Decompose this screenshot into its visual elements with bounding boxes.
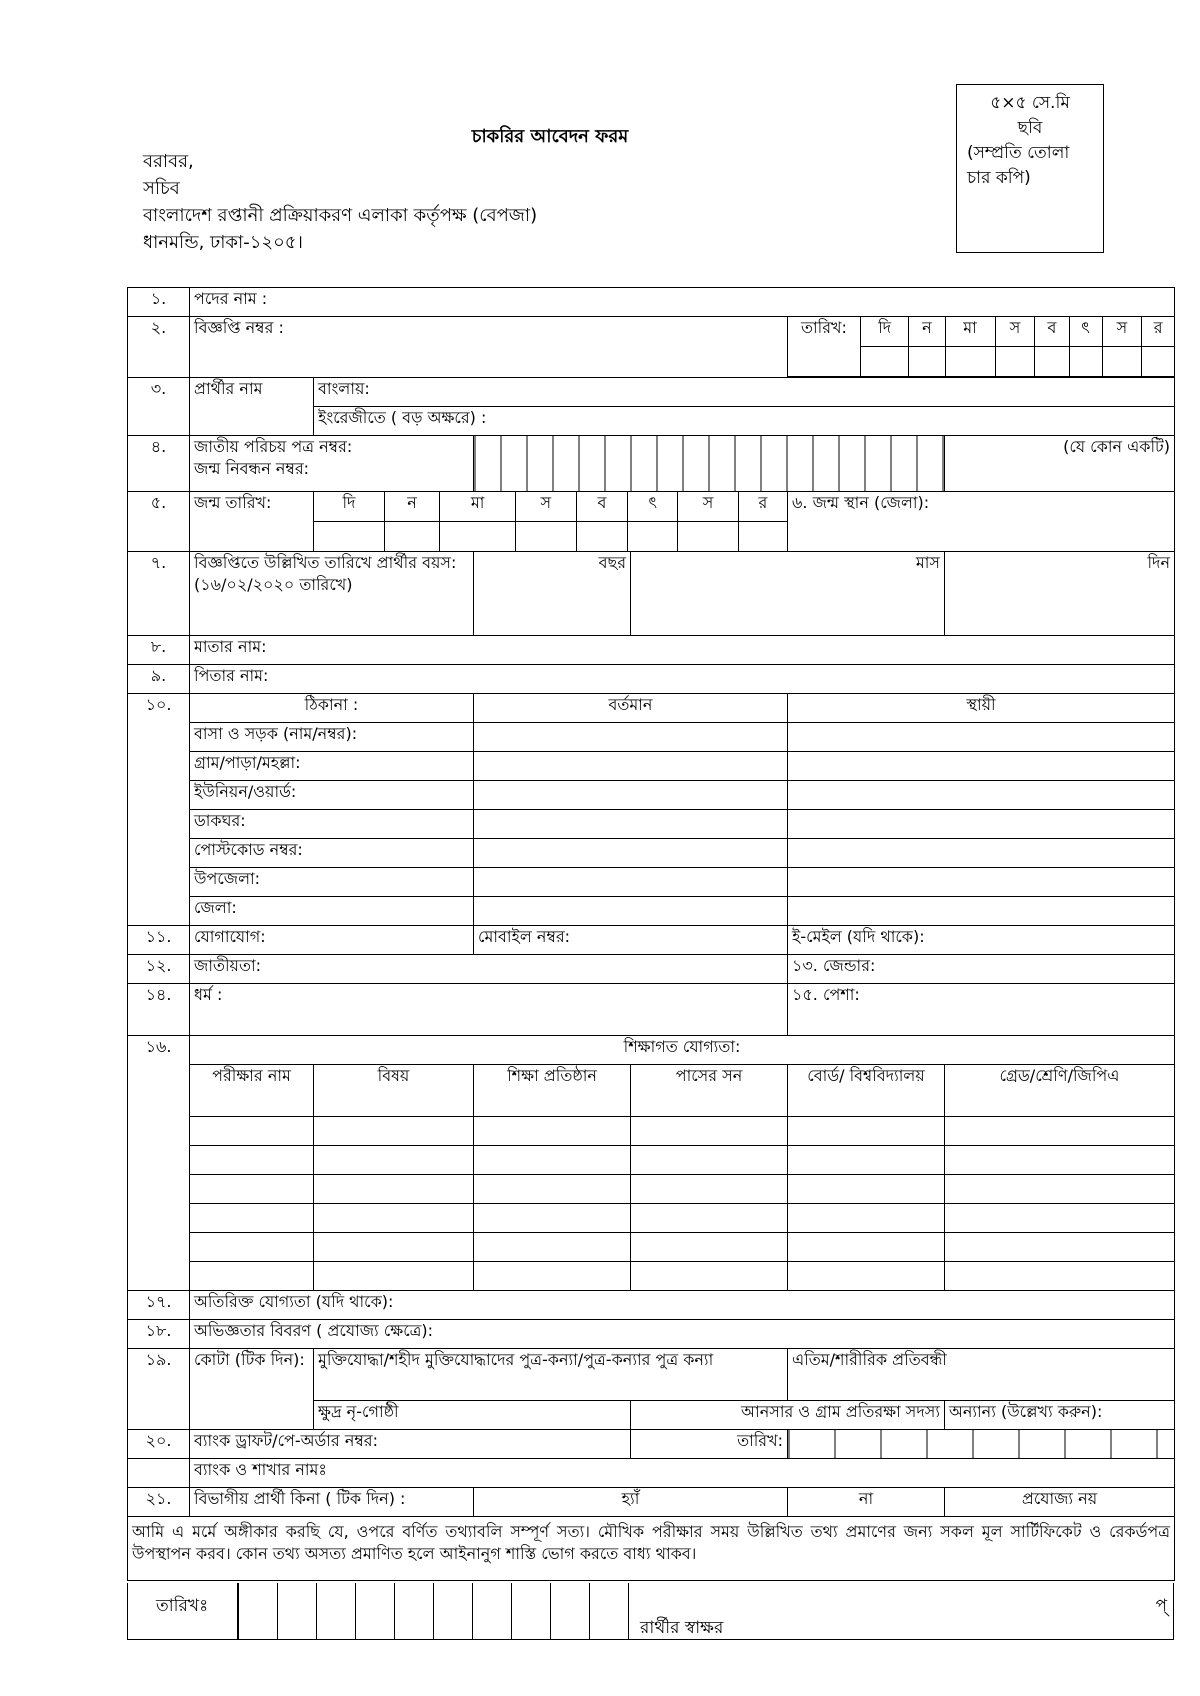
edu-cell[interactable]: [945, 1146, 1175, 1175]
date-input[interactable]: [1035, 347, 1069, 377]
edu-cell[interactable]: [474, 1175, 631, 1204]
photo-box[interactable]: [956, 84, 1104, 253]
quota-other[interactable]: অন্যান্য (উল্লেখ্য করুন):: [945, 1401, 1175, 1430]
departmental-label: বিভাগীয় প্রার্থী কিনা ( টিক দিন) :: [190, 1488, 474, 1517]
birth-reg-label: জন্ম নিবন্ধন নম্বর:: [194, 459, 310, 478]
gender-field[interactable]: [788, 955, 1175, 984]
address-row-label: গ্রাম/পাড়া/মহল্লা:: [190, 752, 474, 781]
education-title: শিক্ষাগত যোগ্যতা:: [190, 1036, 1175, 1065]
edu-header: গ্রেড/শ্রেণি/জিপিএ: [945, 1065, 1175, 1117]
address-line: বাংলাদেশ রপ্তানী প্রক্রিয়াকরণ এলাকা কর্তৃপক্ষ (বেপজা): [143, 205, 538, 226]
date-cell[interactable]: ন: [909, 317, 945, 347]
edu-cell[interactable]: [631, 1146, 788, 1175]
edu-cell[interactable]: [314, 1117, 474, 1146]
mother-name-field[interactable]: মাতার নাম:: [190, 636, 1175, 665]
date-input[interactable]: [995, 347, 1035, 377]
name-english-field[interactable]: ইংরেজীতে ( বড় অক্ষরে) :: [314, 407, 1175, 436]
address-row-label: ইউনিয়ন/ওয়ার্ড:: [190, 781, 474, 810]
date-cell[interactable]: ন: [384, 492, 439, 522]
serial: ১০.: [128, 694, 190, 926]
serial-empty: [128, 1459, 190, 1488]
serial: ২.: [128, 317, 190, 378]
present-input[interactable]: [474, 868, 788, 897]
signature-p: প্: [1155, 1596, 1167, 1616]
date-cell[interactable]: মা: [440, 492, 516, 522]
edu-cell[interactable]: [945, 1233, 1175, 1262]
date-input[interactable]: [576, 522, 628, 552]
date-cell[interactable]: ৎ: [1069, 317, 1102, 347]
date-cell[interactable]: স: [678, 492, 739, 522]
extra-qualification-field[interactable]: অতিরিক্ত যোগ্যতা (যদি থাকে):: [190, 1291, 1175, 1320]
date-input[interactable]: [628, 522, 678, 552]
date-input[interactable]: [678, 522, 739, 552]
father-name-field[interactable]: পিতার নাম:: [190, 665, 1175, 694]
address-line: ধানমন্ডি, ঢাকা-১২০৫।: [143, 232, 303, 253]
serial: ১৭.: [128, 1291, 190, 1320]
nid-label: জাতীয় পরিচয় পত্র নম্বর:: [194, 437, 353, 456]
permanent-input[interactable]: [788, 897, 1175, 926]
age-year[interactable]: বছর: [474, 552, 631, 636]
edu-cell[interactable]: [474, 1233, 631, 1262]
sign-date-label: তারিখঃ: [156, 1596, 209, 1616]
edu-cell[interactable]: [945, 1262, 1175, 1291]
permanent-input[interactable]: [788, 839, 1175, 868]
signature-label: রার্থীর স্বাক্ষর: [640, 1618, 724, 1638]
date-input[interactable]: [945, 347, 995, 377]
nationality-field[interactable]: জাতীয়তা:: [190, 955, 788, 984]
address-row-label: বাসা ও সড়ক (নাম/নম্বর):: [190, 723, 474, 752]
serial: ২০.: [128, 1430, 190, 1459]
present-input[interactable]: [474, 781, 788, 810]
id-labels: [190, 436, 474, 492]
gender-label: জেন্ডার:: [822, 956, 876, 975]
id-number-grid[interactable]: [474, 436, 945, 492]
photo-note: (সম্প্রতি তোলা: [967, 143, 1070, 163]
quota-orphan[interactable]: এতিম/শারীরিক প্রতিবন্ধী: [788, 1349, 1175, 1401]
edu-cell[interactable]: [314, 1146, 474, 1175]
date-input[interactable]: [440, 522, 516, 552]
serial: ৭.: [128, 552, 190, 636]
edu-cell[interactable]: [314, 1204, 474, 1233]
date-cell[interactable]: মা: [945, 317, 995, 347]
bank-branch-field[interactable]: ব্যাংক ও শাখার নামঃ: [190, 1459, 1175, 1488]
serial: ৫.: [128, 492, 190, 552]
edu-header: বোর্ড/ বিশ্ববিদ্যালয়: [788, 1065, 945, 1117]
departmental-yes[interactable]: হ্যাঁ: [474, 1488, 788, 1517]
address-row-label: জেলা:: [190, 897, 474, 926]
date-cell[interactable]: ব: [1035, 317, 1069, 347]
date-cell[interactable]: স: [995, 317, 1035, 347]
email-field[interactable]: ই-মেইল (যদি থাকে):: [788, 926, 1175, 955]
serial: ১৯.: [128, 1349, 190, 1430]
application-form: [127, 287, 1175, 1581]
date-label: তারিখ:: [788, 317, 861, 377]
date-cell[interactable]: র: [1142, 317, 1174, 347]
address-heading: ঠিকানা :: [190, 694, 474, 723]
address-row-label: উপজেলা:: [190, 868, 474, 897]
permanent-input[interactable]: [788, 723, 1175, 752]
edu-cell[interactable]: [314, 1175, 474, 1204]
post-name-field[interactable]: পদের নাম :: [190, 288, 1175, 317]
any-one-note: (যে কোন একটি): [945, 436, 1175, 492]
serial: ১২.: [128, 955, 190, 984]
serial: ১.: [128, 288, 190, 317]
date-cell[interactable]: র: [738, 492, 787, 522]
edu-header: বিষয়: [314, 1065, 474, 1117]
edu-cell[interactable]: [474, 1117, 631, 1146]
page-title: চাকরির আবেদন ফরম: [471, 126, 629, 147]
signature-section: [127, 1583, 1174, 1640]
name-bangla-field[interactable]: বাংলায়:: [314, 378, 1175, 407]
photo-size: ৫×৫ সে.মি: [990, 93, 1070, 113]
edu-cell[interactable]: [474, 1262, 631, 1291]
edu-cell[interactable]: [945, 1117, 1175, 1146]
date-input[interactable]: [1102, 347, 1142, 377]
experience-field[interactable]: অভিজ্ঞতার বিবরণ ( প্রযোজ্য ক্ষেত্রে):: [190, 1320, 1175, 1349]
date-cell[interactable]: দি: [861, 317, 909, 347]
edu-cell[interactable]: [190, 1146, 314, 1175]
circular-date: [788, 317, 1175, 378]
birth-place-field[interactable]: ৬. জন্ম স্থান (জেলা):: [788, 492, 1175, 552]
edu-cell[interactable]: [945, 1204, 1175, 1233]
serial: ১১.: [128, 926, 190, 955]
edu-cell[interactable]: [945, 1175, 1175, 1204]
edu-cell[interactable]: [631, 1117, 788, 1146]
date-cell[interactable]: ৎ: [628, 492, 678, 522]
declaration: আমি এ মর্মে অঙ্গীকার করছি যে, ওপরে বর্ণিত তথ্যাবলি সম্পূর্ণ সত্য। মৌখিক পরীক্ষার সময় উল্লিখিত তথ্য প্রমাণের জন্য সকল মূল সার্টিফিকেট ও রেকর্ডপত্র উপস্থাপন করব। কোন তথ্য অসত্য প্রমাণিত হলে আইনানুগ শাস্তি ভোগ করতে বাধ্য থাকব।: [128, 1517, 1175, 1581]
age-day[interactable]: দিন: [945, 552, 1175, 636]
edu-cell[interactable]: [190, 1262, 314, 1291]
address-row-label: পোস্টকোড নম্বর:: [190, 839, 474, 868]
permanent-heading: স্থায়ী: [788, 694, 1175, 723]
edu-cell[interactable]: [190, 1117, 314, 1146]
date-input[interactable]: [314, 522, 384, 552]
present-input[interactable]: [474, 897, 788, 926]
edu-header: পরীক্ষার নাম: [190, 1065, 314, 1117]
edu-cell[interactable]: [190, 1204, 314, 1233]
bank-date-grid[interactable]: [788, 1430, 1175, 1459]
date-input[interactable]: [516, 522, 577, 552]
edu-cell[interactable]: [474, 1146, 631, 1175]
edu-cell[interactable]: [631, 1233, 788, 1262]
religion-field[interactable]: ধর্ম :: [190, 984, 788, 1036]
bank-draft-field[interactable]: ব্যাংক ড্রাফট/পে-অর্ডার নম্বর:: [190, 1430, 631, 1459]
permanent-input[interactable]: [788, 810, 1175, 839]
photo-label: ছবি: [1017, 118, 1043, 138]
photo-note: চার কপি): [967, 168, 1031, 188]
mobile-field[interactable]: মোবাইল নম্বর:: [474, 926, 788, 955]
serial: ১৫.: [792, 985, 818, 1004]
date-cell[interactable]: দি: [314, 492, 384, 522]
departmental-na[interactable]: প্রযোজ্য নয়: [945, 1488, 1175, 1517]
address-row-label: ডাকঘর:: [190, 810, 474, 839]
present-input[interactable]: [474, 839, 788, 868]
age-text: বিজ্ঞপ্তিতে উল্লিখিত তারিখে প্রার্থীর বয়স:: [194, 553, 457, 572]
serial: ৪.: [128, 436, 190, 492]
permanent-input[interactable]: [788, 781, 1175, 810]
quota-ansar[interactable]: আনসার ও গ্রাম প্রতিরক্ষা সদস্য: [631, 1401, 945, 1430]
recipient-address: [143, 148, 537, 256]
serial: ১৮.: [128, 1320, 190, 1349]
permanent-input[interactable]: [788, 752, 1175, 781]
circular-no-field[interactable]: বিজ্ঞপ্তি নম্বর :: [190, 317, 788, 378]
edu-cell[interactable]: [474, 1204, 631, 1233]
edu-cell[interactable]: [788, 1175, 945, 1204]
occupation-field[interactable]: [788, 984, 1175, 1036]
present-input[interactable]: [474, 723, 788, 752]
bank-date-label: তারিখ:: [631, 1430, 788, 1459]
date-input[interactable]: [1069, 347, 1102, 377]
serial: ৯.: [128, 665, 190, 694]
age-month[interactable]: মাস: [631, 552, 945, 636]
edu-cell[interactable]: [190, 1175, 314, 1204]
serial: ৩.: [128, 378, 190, 436]
occupation-label: পেশা:: [822, 985, 860, 1004]
edu-header: শিক্ষা প্রতিষ্ঠান: [474, 1065, 631, 1117]
permanent-input[interactable]: [788, 868, 1175, 897]
quota-label: কোটা (টিক দিন):: [190, 1349, 314, 1430]
edu-cell[interactable]: [631, 1204, 788, 1233]
contact-label: যোগাযোগ:: [190, 926, 474, 955]
birth-date-label: জন্ম তারিখ:: [190, 492, 314, 552]
date-cell[interactable]: স: [1102, 317, 1142, 347]
serial: ১৬.: [128, 1036, 190, 1291]
date-input[interactable]: [861, 347, 909, 377]
date-input[interactable]: [1142, 347, 1174, 377]
age-label: [190, 552, 474, 636]
edu-cell[interactable]: [788, 1204, 945, 1233]
applicant-name-label: প্রার্থীর নাম: [190, 378, 314, 436]
serial: ১৩.: [792, 956, 818, 975]
edu-cell[interactable]: [314, 1233, 474, 1262]
present-input[interactable]: [474, 810, 788, 839]
age-date: (১৬/০২/২০২০ তারিখে): [194, 575, 353, 594]
edu-cell[interactable]: [314, 1262, 474, 1291]
edu-cell[interactable]: [190, 1233, 314, 1262]
date-cell[interactable]: স: [516, 492, 577, 522]
edu-cell[interactable]: [788, 1233, 945, 1262]
address-line: সচিব: [143, 178, 180, 199]
address-line: বরাবর,: [143, 151, 194, 172]
present-input[interactable]: [474, 752, 788, 781]
date-cell[interactable]: ব: [576, 492, 628, 522]
birth-date-grid[interactable]: [314, 492, 788, 552]
edu-cell[interactable]: [788, 1117, 945, 1146]
present-heading: বর্তমান: [474, 694, 788, 723]
serial: ৮.: [128, 636, 190, 665]
edu-cell[interactable]: [631, 1262, 788, 1291]
date-input[interactable]: [909, 347, 945, 377]
quota-ethnic[interactable]: ক্ষুদ্র নৃ-গোষ্ঠী: [314, 1401, 631, 1430]
date-input[interactable]: [384, 522, 439, 552]
serial: ১৪.: [128, 984, 190, 1036]
edu-header: পাসের সন: [631, 1065, 788, 1117]
date-input[interactable]: [738, 522, 787, 552]
quota-freedom-fighter[interactable]: মুক্তিযোদ্ধা/শহীদ মুক্তিযোদ্ধাদের পুত্র-কন্যা/পুত্র-কন্যার পুত্র কন্যা: [314, 1349, 788, 1401]
sign-date-grid[interactable]: [237, 1583, 629, 1639]
serial: ২১.: [128, 1488, 190, 1517]
edu-cell[interactable]: [788, 1262, 945, 1291]
departmental-no[interactable]: না: [788, 1488, 945, 1517]
edu-cell[interactable]: [631, 1175, 788, 1204]
edu-cell[interactable]: [788, 1146, 945, 1175]
